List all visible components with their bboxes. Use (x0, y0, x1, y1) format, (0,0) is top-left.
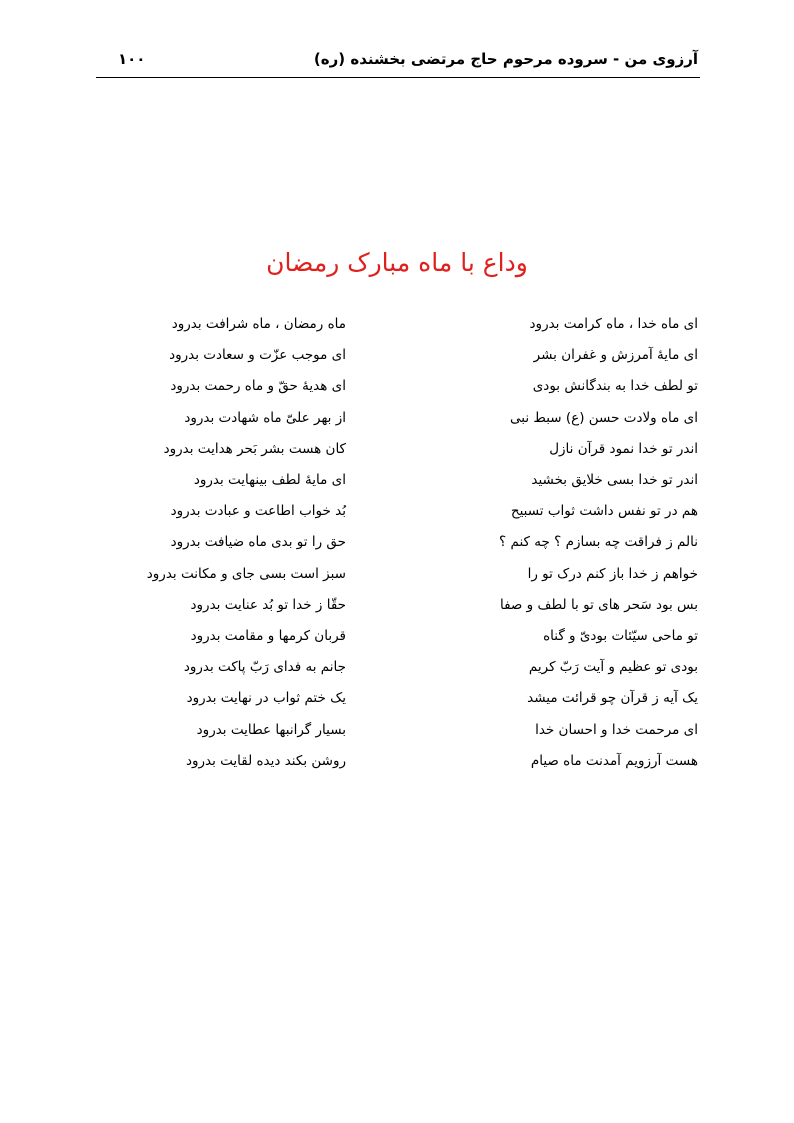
verse-15-second-hemistich: روشن بکند دیده لقایت بدرود (185, 753, 346, 769)
verse-1-second-hemistich: ماه رمضان ، ماه شرافت بدرود (171, 316, 346, 332)
verse-13-first-hemistich: یک آیه ز قرآن چو قرائت میشد (527, 690, 698, 706)
verse-12-first-hemistich: بودی تو عظیم و آیت رَبّ کریم (528, 659, 698, 675)
verse-5-first-hemistich: اندر تو خدا نمود قرآن نازل (549, 441, 698, 457)
verse-14-first-hemistich: ای مرحمت خدا و احسان خدا (535, 722, 698, 738)
verse-15-first-hemistich: هست آرزویم آمدنت ماه صیام (530, 753, 698, 769)
verse-1-first-hemistich: ای ماه خدا ، ماه کرامت بدرود (529, 316, 698, 332)
book-title: آرزوی من - سروده مرحوم حاج مرتضی بخشنده (ره) (313, 50, 698, 68)
verse-4-first-hemistich: ای ماه ولادت حسن (ع) سبط نبی (510, 410, 698, 426)
verse-3-first-hemistich: تو لطف خدا به بندگانش بودی (532, 378, 698, 394)
verse-7-second-hemistich: بُد خواب اطاعت و عبادت بدرود (170, 503, 346, 519)
verse-3-second-hemistich: ای هدیهٔ حقّ و ماه رحمت بدرود (170, 378, 346, 394)
verse-9-first-hemistich: خواهم ز خدا باز کنم درک تو را (527, 566, 698, 582)
verse-6-second-hemistich: ای مایهٔ لطف بینهایت بدرود (193, 472, 346, 488)
verse-4-second-hemistich: از بهر علیّ ماه شهادت بدرود (184, 410, 346, 426)
verse-9-second-hemistich: سبز است بسی جای و مکانت بدرود (146, 566, 346, 582)
verse-11-first-hemistich: تو ماحی سیّئات بودیّ و گناه (543, 628, 698, 644)
verse-7-first-hemistich: هم در تو نفس داشت ثواب تسبیح (510, 503, 698, 519)
verse-10-second-hemistich: حقّا ز خدا تو بُد عنایت بدرود (190, 597, 346, 613)
verse-12-second-hemistich: جانم به فدای رَبّ پاکت بدرود (183, 659, 346, 675)
page-number: ۱۰۰ (118, 50, 146, 68)
verse-5-second-hemistich: کان هست بشر بَحر هدایت بدرود (163, 441, 346, 457)
verse-6-first-hemistich: اندر تو خدا بسی خلایق بخشید (531, 472, 698, 488)
verse-2-first-hemistich: ای مایهٔ آمرزش و غفران بشر (533, 347, 698, 363)
verse-8-first-hemistich: نالم ز فراقت چه بسازم ؟ چه کنم ؟ (499, 534, 698, 550)
poem-title: وداع با ماه مبارک رمضان (266, 248, 528, 277)
verse-13-second-hemistich: یک ختم ثواب در نهایت بدرود (186, 690, 346, 706)
verse-10-first-hemistich: بس بود سَحر های تو با لطف و صفا (499, 597, 698, 613)
verse-14-second-hemistich: بسیار گرانبها عطایت بدرود (196, 722, 346, 738)
verse-11-second-hemistich: قربان کرمها و مقامت بدرود (190, 628, 346, 644)
verse-8-second-hemistich: حق را تو بدی ماه ضیافت بدرود (170, 534, 346, 550)
verse-2-second-hemistich: ای موجب عزّت و سعادت بدرود (169, 347, 346, 363)
